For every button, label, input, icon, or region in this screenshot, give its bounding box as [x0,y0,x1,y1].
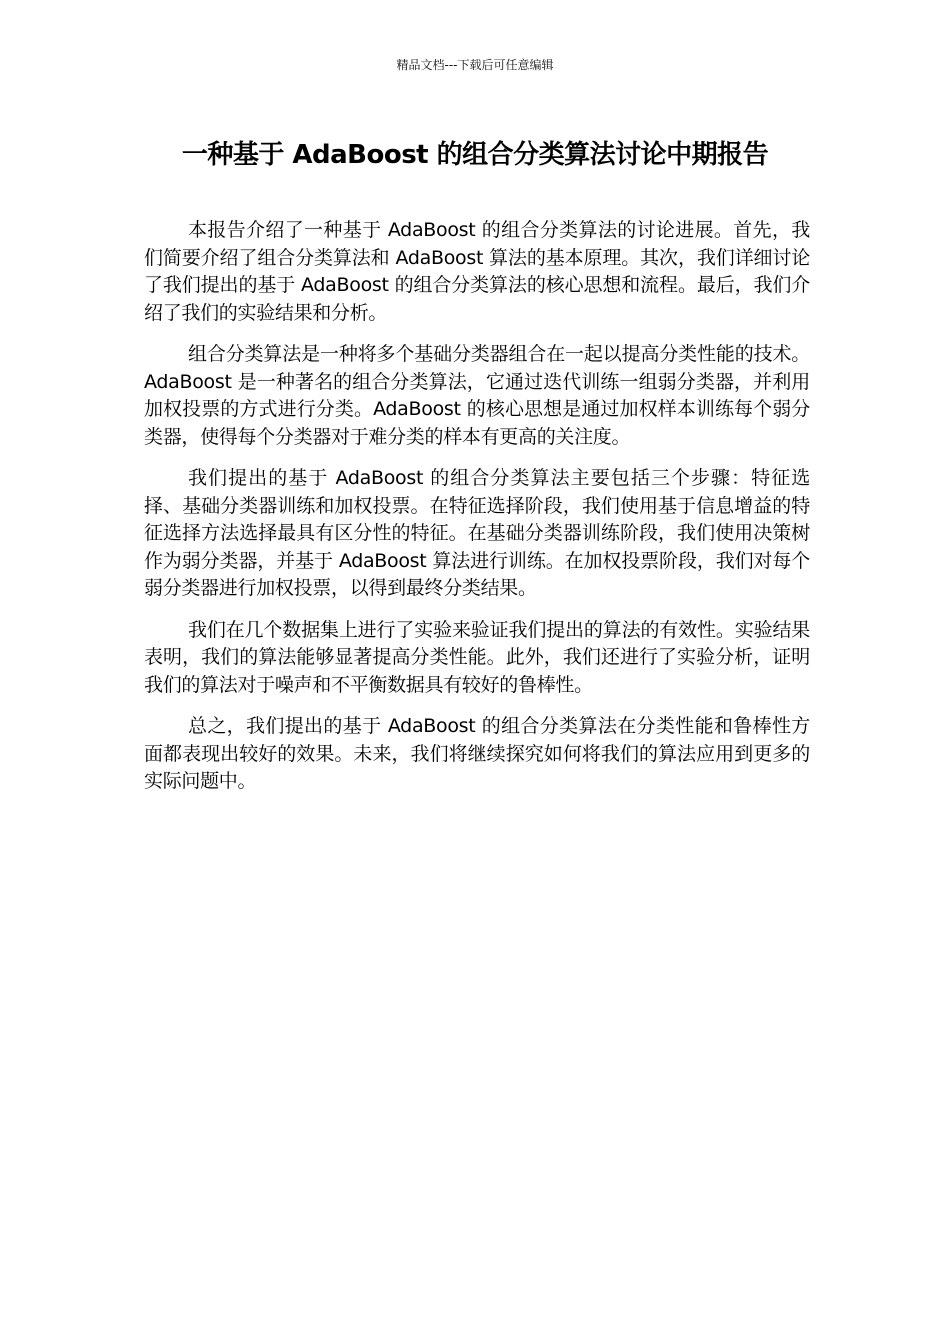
paragraph-experiments: 我们在几个数据集上进行了实验来验证我们提出的算法的有效性。实验结果表明，我们的算法能够显著提高分类性能。此外，我们还进行了实验分析，证明我们的算法对于噪声和不平衡数据具有较好的鲁棒性。 [144,618,810,696]
header-note: 精品文档---下载后可任意编辑 [396,58,554,72]
paragraph-method: 我们提出的基于 AdaBoost 的组合分类算法主要包括三个步骤：特征选择、基础分类器训练和加权投票。在特征选择阶段，我们使用基于信息增益的特征选择方法选择最具有区分性的特征。在基础分类器训练阶段，我们使用决策树作为弱分类器，并基于 AdaBoost 算法进行训练。在加权投票阶段，我们对每个弱分类器进行加权投票，以得到最终分类结果。 [144,467,810,599]
paragraph-background: 组合分类算法是一种将多个基础分类器组合在一起以提高分类性能的技术。AdaBoost 是一种著名的组合分类算法，它通过迭代训练一组弱分类器，并利用加权投票的方式进行分类。AdaBoost 的核心思想是通过加权样本训练每个弱分类器，使得每个分类器对于难分类的样本有更高的关注度。 [144,343,810,448]
document-title: 一种基于 AdaBoost 的组合分类算法讨论中期报告 [181,140,769,170]
paragraph-intro: 本报告介绍了一种基于 AdaBoost 的组合分类算法的讨论进展。首先，我们简要介绍了组合分类算法和 AdaBoost 算法的基本原理。其次，我们详细讨论了我们提出的基于 AdaBoost 的组合分类算法的核心思想和流程。最后，我们介绍了我们的实验结果和分析。 [144,219,810,324]
paragraph-conclusion: 总之，我们提出的基于 AdaBoost 的组合分类算法在分类性能和鲁棒性方面都表现出较好的效果。未来，我们将继续探究如何将我们的算法应用到更多的实际问题中。 [144,715,810,792]
document-body [144,217,810,810]
